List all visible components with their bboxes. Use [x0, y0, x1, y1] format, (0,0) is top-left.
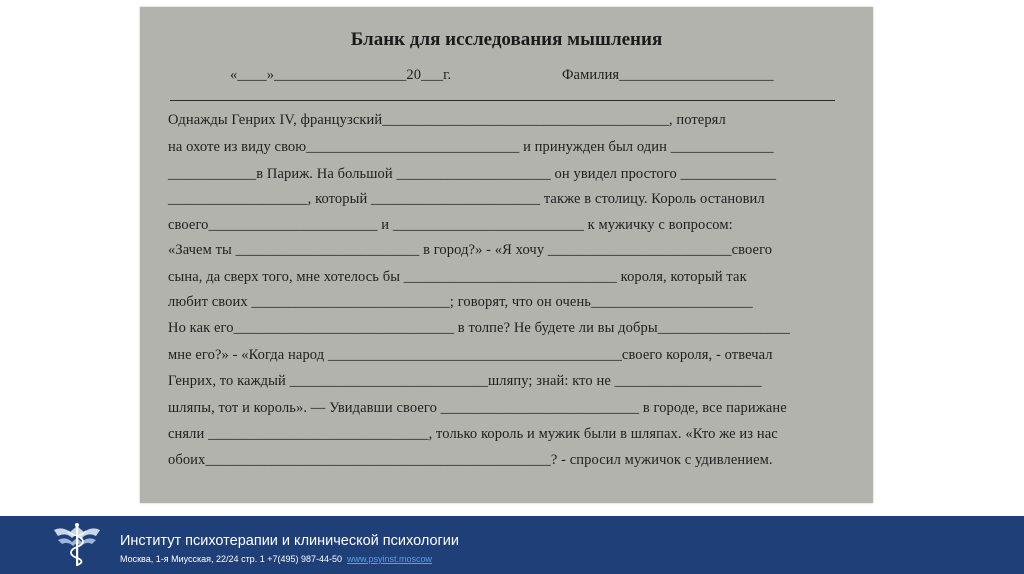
- institute-address: [120, 554, 432, 564]
- text-line: сняли ______________________________, только король и мужик были в шляпах. «Кто же из нас: [168, 426, 778, 442]
- text-line: на охоте из виду свою_____________________________ и принужден был один ______________: [168, 139, 774, 155]
- text-line: шляпы, тот и король». — Увидавши своего ___________________________ в городе, все парижане: [168, 400, 787, 416]
- text-line: любит своих ___________________________; говорят, что он очень______________________: [168, 294, 753, 310]
- surname-field-line: Фамилия_____________________: [562, 67, 774, 83]
- footer-bar: [0, 516, 1024, 574]
- text-line: Однажды Генрих IV, французский_______________________________________, потерял: [168, 112, 726, 128]
- text-line: мне его?» - «Когда народ ________________________________________своего короля, - отвечал: [168, 347, 773, 363]
- form-sheet: [140, 7, 873, 503]
- text-line: «Зачем ты _________________________ в город?» - «Я хочу _________________________своего: [168, 242, 773, 258]
- form-title: Бланк для исследования мышления: [350, 29, 663, 50]
- caduceus-psi-icon: [52, 522, 102, 568]
- website-link[interactable]: www.psyinst.moscow: [347, 554, 433, 564]
- address-text: Москва, 1-я Миусская, 22/24 стр. 1 +7(495) 987-44-50: [120, 554, 343, 564]
- text-line: сына, да сверх того, мне хотелось бы _____________________________ короля, который так: [168, 269, 747, 285]
- date-field-line: «____»__________________20___г.: [230, 67, 452, 83]
- text-line: ___________________, который _______________________ также в столицу. Король остановил: [168, 191, 765, 207]
- text-line: Но как его______________________________ в толпе? Не будете ли вы добры__________________: [168, 320, 790, 336]
- text-line: Генрих, то каждый ___________________________шляпу; знай: кто не ____________________: [168, 373, 762, 389]
- text-line: ____________в Париж. На большой _____________________ он увидел простого _____________: [168, 166, 777, 182]
- separator-rule: [170, 100, 835, 101]
- institute-name: Институт психотерапии и клинической психологии: [120, 533, 460, 549]
- text-line: своего_______________________ и __________________________ к мужичку с вопросом:: [168, 217, 733, 233]
- text-line: обоих_______________________________________________? - спросил мужичок с удивлением.: [168, 452, 773, 468]
